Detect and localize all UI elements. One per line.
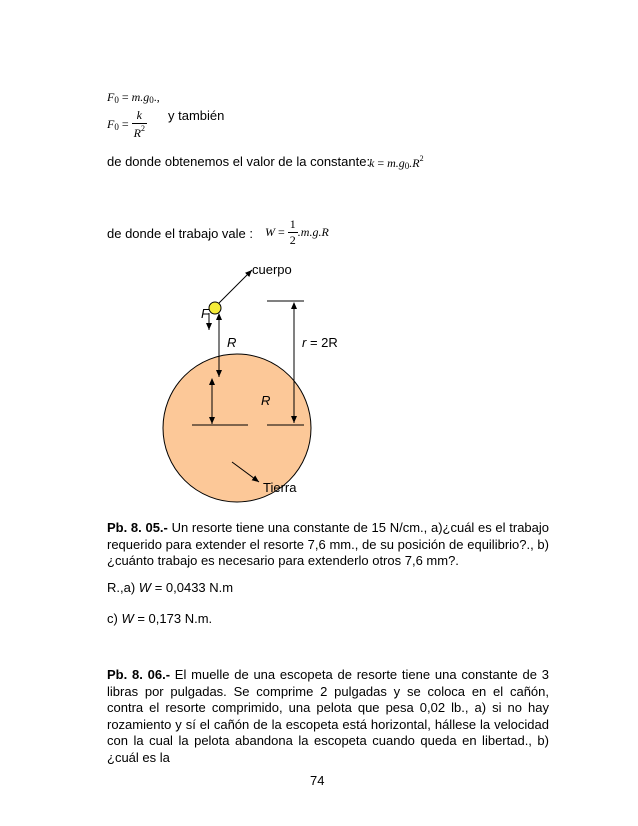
formula-symbol: .m.g.R — [297, 225, 329, 239]
problem-label: Pb. 8. 06.- — [107, 667, 171, 682]
formula-equals: = — [377, 156, 385, 170]
answer-variable: W — [121, 611, 134, 626]
y-tambien-text: y también — [168, 108, 225, 123]
label-f: F — [201, 306, 209, 321]
trabajo-text: de donde el trabajo vale : — [107, 226, 253, 241]
formula-subscript: 0 — [114, 122, 119, 132]
formula-equals: = — [278, 225, 285, 239]
formula-symbol: W — [265, 225, 275, 239]
answer-prefix: R.,a) — [107, 580, 139, 595]
cuerpo-arrow — [219, 270, 252, 303]
problem-text: El muelle de una escopeta de resorte tiene una constante de 3 libras por pulgadas. Se comprime 2 pulgadas y se coloca en el cañón, contra el resorte comprimido, una pelota que pesa 0,02 lb., a) si no hay rozamiento y sí el cañón de la escopeta está horizontal, hállese la velocidad con la cual la pelota abandona la escopeta cuando queda en libertad., b) ¿cuál es la — [107, 667, 549, 765]
answer-prefix: c) — [107, 611, 122, 626]
problem-806 — [107, 667, 549, 766]
constante-text: de donde obtenemos el valor de la constante: — [107, 154, 371, 169]
fraction-numerator: k — [136, 108, 142, 122]
fraction-numerator: 1 — [289, 217, 296, 231]
formula-equals: = — [121, 117, 129, 131]
formula-equals: = — [121, 90, 129, 104]
label-cuerpo: cuerpo — [252, 262, 292, 277]
answer-c — [107, 611, 212, 626]
body-circle — [209, 302, 221, 314]
label-r-symbol: r — [302, 335, 307, 350]
formula-symbol: k — [369, 156, 375, 170]
formula-symbol: R — [133, 126, 141, 140]
formula-subscript: 0 — [114, 95, 119, 105]
label-r-value: = 2R — [306, 335, 338, 350]
formula-symbol: F — [107, 90, 115, 104]
problem-label: Pb. 8. 05.- — [107, 520, 168, 535]
formula-symbol: m.g — [131, 90, 150, 104]
answer-value: = 0,173 N.m. — [133, 611, 213, 626]
formula-subscript: 0 — [149, 95, 154, 105]
answer-variable: W — [138, 580, 152, 595]
formula-superscript: 2 — [419, 154, 424, 163]
fraction-denominator: 2 — [289, 233, 296, 247]
formula-subscript: 0 — [404, 161, 410, 171]
formula-symbol: .R — [409, 156, 420, 170]
label-r-top: R — [227, 335, 237, 350]
page-number: 74 — [310, 773, 325, 788]
answer-a — [107, 580, 233, 595]
formula-symbol: F — [107, 117, 115, 131]
formula-superscript: 2 — [140, 124, 145, 133]
label-tierra: Tierra — [263, 480, 297, 495]
problem-805 — [107, 520, 549, 570]
formula-symbol: m.g — [387, 156, 405, 170]
label-r-2r — [302, 335, 338, 350]
answer-value: = 0,0433 N.m — [151, 580, 234, 595]
label-r-inner: R — [261, 393, 271, 408]
problem-text: Un resorte tiene una constante de 15 N/cm., a)¿cuál es el trabajo requerido para extender el resorte 7,6 mm., de su posición de equilibrio?., b)¿cuánto trabajo es necesario para extenderlo otros 7,6 mm?. — [107, 520, 549, 568]
formula-tail: ., — [153, 90, 160, 104]
